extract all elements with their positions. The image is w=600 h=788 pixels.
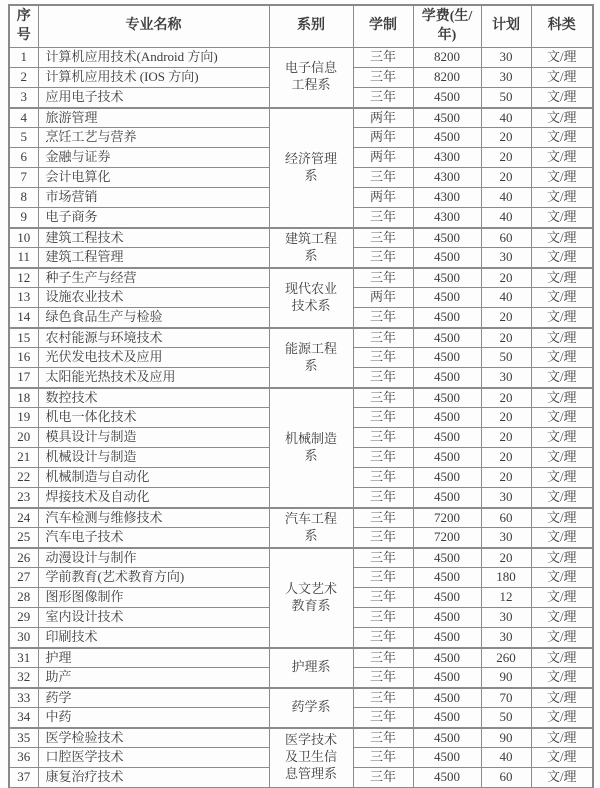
cell-category: 文/理	[531, 628, 593, 648]
cell-index: 34	[9, 708, 38, 728]
cell-duration: 三年	[353, 88, 413, 108]
cell-category: 文/理	[531, 88, 593, 108]
cell-tuition: 4300	[413, 208, 481, 228]
cell-index: 2	[9, 68, 38, 88]
header-tuition: 学费(生/年)	[413, 5, 481, 48]
cell-tuition: 4500	[413, 608, 481, 628]
cell-tuition: 4500	[413, 108, 481, 128]
cell-tuition: 4500	[413, 588, 481, 608]
table-header-row	[9, 5, 593, 48]
cell-index: 17	[9, 368, 38, 388]
cell-duration: 三年	[353, 728, 413, 748]
cell-tuition: 4500	[413, 748, 481, 768]
cell-category: 文/理	[531, 48, 593, 68]
cell-duration: 两年	[353, 188, 413, 208]
cell-major: 机械制造与自动化	[38, 468, 269, 488]
cell-major: 药学	[38, 688, 269, 708]
cell-tuition: 4500	[413, 428, 481, 448]
cell-tuition: 4500	[413, 568, 481, 588]
cell-plan: 30	[481, 528, 531, 548]
cell-tuition: 4500	[413, 668, 481, 688]
cell-plan: 30	[481, 68, 531, 88]
cell-duration: 三年	[353, 428, 413, 448]
cell-plan: 90	[481, 728, 531, 748]
table-row	[9, 688, 593, 708]
cell-index: 10	[9, 228, 38, 248]
cell-major: 机电一体化技术	[38, 408, 269, 428]
cell-tuition: 8200	[413, 48, 481, 68]
header-major: 专业名称	[38, 5, 269, 48]
cell-category: 文/理	[531, 668, 593, 688]
cell-index: 30	[9, 628, 38, 648]
cell-tuition: 4500	[413, 548, 481, 568]
cell-index: 13	[9, 288, 38, 308]
cell-category: 文/理	[531, 348, 593, 368]
cell-major: 建筑工程技术	[38, 228, 269, 248]
cell-index: 3	[9, 88, 38, 108]
cell-major: 康复治疗技术	[38, 768, 269, 788]
cell-index: 32	[9, 668, 38, 688]
cell-major: 设施农业技术	[38, 288, 269, 308]
cell-duration: 三年	[353, 548, 413, 568]
cell-plan: 60	[481, 768, 531, 788]
cell-plan: 50	[481, 708, 531, 728]
cell-plan: 12	[481, 588, 531, 608]
cell-major: 农村能源与环境技术	[38, 328, 269, 348]
cell-duration: 三年	[353, 508, 413, 528]
cell-category: 文/理	[531, 468, 593, 488]
cell-plan: 30	[481, 488, 531, 508]
cell-duration: 三年	[353, 248, 413, 268]
cell-department: 机械制造系	[269, 388, 353, 508]
cell-major: 计算机应用技术 (IOS 方向)	[38, 68, 269, 88]
cell-category: 文/理	[531, 168, 593, 188]
cell-plan: 40	[481, 288, 531, 308]
cell-major: 汽车电子技术	[38, 528, 269, 548]
cell-plan: 20	[481, 408, 531, 428]
cell-category: 文/理	[531, 488, 593, 508]
cell-tuition: 4500	[413, 288, 481, 308]
cell-plan: 40	[481, 188, 531, 208]
cell-department: 人文艺术教育系	[269, 548, 353, 648]
cell-duration: 三年	[353, 708, 413, 728]
cell-index: 12	[9, 268, 38, 288]
cell-major: 护理	[38, 648, 269, 668]
cell-index: 37	[9, 768, 38, 788]
cell-duration: 三年	[353, 608, 413, 628]
cell-plan: 20	[481, 548, 531, 568]
cell-index: 25	[9, 528, 38, 548]
cell-index: 6	[9, 148, 38, 168]
cell-plan: 20	[481, 268, 531, 288]
cell-tuition: 4500	[413, 368, 481, 388]
header-category: 科类	[531, 5, 593, 48]
cell-major: 数控技术	[38, 388, 269, 408]
cell-duration: 三年	[353, 688, 413, 708]
cell-tuition: 7200	[413, 508, 481, 528]
table-row	[9, 228, 593, 248]
cell-index: 36	[9, 748, 38, 768]
cell-plan: 90	[481, 668, 531, 688]
cell-major: 应用电子技术	[38, 88, 269, 108]
cell-major: 室内设计技术	[38, 608, 269, 628]
cell-category: 文/理	[531, 708, 593, 728]
cell-tuition: 4500	[413, 648, 481, 668]
cell-tuition: 4500	[413, 708, 481, 728]
cell-index: 35	[9, 728, 38, 748]
cell-duration: 两年	[353, 148, 413, 168]
cell-major: 太阳能光热技术及应用	[38, 368, 269, 388]
cell-plan: 40	[481, 748, 531, 768]
cell-duration: 三年	[353, 588, 413, 608]
cell-major: 学前教育(艺术教育方向)	[38, 568, 269, 588]
header-duration: 学制	[353, 5, 413, 48]
cell-plan: 60	[481, 508, 531, 528]
cell-category: 文/理	[531, 608, 593, 628]
cell-category: 文/理	[531, 688, 593, 708]
cell-duration: 三年	[353, 748, 413, 768]
cell-category: 文/理	[531, 128, 593, 148]
cell-department: 汽车工程系	[269, 508, 353, 548]
cell-major: 市场营销	[38, 188, 269, 208]
cell-major: 机械设计与制造	[38, 448, 269, 468]
cell-tuition: 4500	[413, 468, 481, 488]
cell-plan: 20	[481, 308, 531, 328]
cell-plan: 20	[481, 128, 531, 148]
cell-department: 现代农业技术系	[269, 268, 353, 328]
cell-plan: 20	[481, 448, 531, 468]
cell-category: 文/理	[531, 368, 593, 388]
cell-major: 模具设计与制造	[38, 428, 269, 448]
cell-category: 文/理	[531, 328, 593, 348]
cell-department: 建筑工程系	[269, 228, 353, 268]
table-row	[9, 508, 593, 528]
cell-tuition: 4500	[413, 348, 481, 368]
cell-category: 文/理	[531, 208, 593, 228]
cell-tuition: 4500	[413, 768, 481, 788]
table-row	[9, 268, 593, 288]
cell-category: 文/理	[531, 548, 593, 568]
cell-plan: 20	[481, 428, 531, 448]
table-row	[9, 728, 593, 748]
cell-index: 28	[9, 588, 38, 608]
plan-table-body	[9, 48, 593, 788]
cell-category: 文/理	[531, 748, 593, 768]
cell-duration: 三年	[353, 488, 413, 508]
cell-index: 8	[9, 188, 38, 208]
cell-plan: 30	[481, 608, 531, 628]
cell-plan: 20	[481, 168, 531, 188]
cell-major: 口腔医学技术	[38, 748, 269, 768]
cell-major: 烹饪工艺与营养	[38, 128, 269, 148]
table-row	[9, 548, 593, 568]
cell-index: 24	[9, 508, 38, 528]
cell-tuition: 4500	[413, 328, 481, 348]
table-row	[9, 648, 593, 668]
cell-duration: 三年	[353, 268, 413, 288]
cell-major: 会计电算化	[38, 168, 269, 188]
cell-category: 文/理	[531, 388, 593, 408]
cell-department: 医学技术及卫生信息管理系	[269, 728, 353, 788]
cell-tuition: 4500	[413, 448, 481, 468]
cell-plan: 70	[481, 688, 531, 708]
cell-duration: 三年	[353, 368, 413, 388]
cell-tuition: 4500	[413, 268, 481, 288]
cell-plan: 30	[481, 48, 531, 68]
cell-duration: 三年	[353, 208, 413, 228]
cell-index: 5	[9, 128, 38, 148]
cell-tuition: 4500	[413, 728, 481, 748]
cell-duration: 三年	[353, 348, 413, 368]
table-row	[9, 108, 593, 128]
cell-index: 20	[9, 428, 38, 448]
cell-tuition: 7200	[413, 528, 481, 548]
cell-category: 文/理	[531, 728, 593, 748]
cell-index: 23	[9, 488, 38, 508]
cell-index: 11	[9, 248, 38, 268]
cell-duration: 三年	[353, 568, 413, 588]
cell-category: 文/理	[531, 588, 593, 608]
cell-duration: 三年	[353, 528, 413, 548]
header-department: 系别	[269, 5, 353, 48]
cell-plan: 50	[481, 88, 531, 108]
cell-index: 22	[9, 468, 38, 488]
cell-duration: 三年	[353, 68, 413, 88]
cell-duration: 三年	[353, 448, 413, 468]
cell-plan: 30	[481, 368, 531, 388]
cell-major: 电子商务	[38, 208, 269, 228]
cell-category: 文/理	[531, 228, 593, 248]
cell-category: 文/理	[531, 648, 593, 668]
cell-category: 文/理	[531, 268, 593, 288]
cell-tuition: 4500	[413, 388, 481, 408]
cell-plan: 20	[481, 388, 531, 408]
table-row	[9, 388, 593, 408]
cell-major: 建筑工程管理	[38, 248, 269, 268]
cell-index: 7	[9, 168, 38, 188]
cell-duration: 三年	[353, 328, 413, 348]
cell-duration: 三年	[353, 168, 413, 188]
cell-index: 29	[9, 608, 38, 628]
cell-major: 助产	[38, 668, 269, 688]
cell-duration: 三年	[353, 468, 413, 488]
cell-duration: 三年	[353, 48, 413, 68]
cell-tuition: 4500	[413, 408, 481, 428]
cell-duration: 三年	[353, 408, 413, 428]
cell-category: 文/理	[531, 768, 593, 788]
cell-index: 15	[9, 328, 38, 348]
cell-major: 计算机应用技术(Android 方向)	[38, 48, 269, 68]
cell-plan: 20	[481, 148, 531, 168]
cell-tuition: 4300	[413, 148, 481, 168]
cell-category: 文/理	[531, 448, 593, 468]
cell-index: 27	[9, 568, 38, 588]
cell-tuition: 8200	[413, 68, 481, 88]
cell-tuition: 4500	[413, 248, 481, 268]
cell-duration: 三年	[353, 768, 413, 788]
cell-category: 文/理	[531, 288, 593, 308]
cell-major: 焊接技术及自动化	[38, 488, 269, 508]
cell-duration: 三年	[353, 388, 413, 408]
cell-plan: 50	[481, 348, 531, 368]
cell-plan: 20	[481, 328, 531, 348]
cell-duration: 三年	[353, 628, 413, 648]
cell-major: 绿色食品生产与检验	[38, 308, 269, 328]
cell-index: 21	[9, 448, 38, 468]
cell-major: 动漫设计与制作	[38, 548, 269, 568]
cell-major: 旅游管理	[38, 108, 269, 128]
cell-tuition: 4500	[413, 228, 481, 248]
cell-major: 种子生产与经营	[38, 268, 269, 288]
cell-tuition: 4500	[413, 688, 481, 708]
cell-major: 光伏发电技术及应用	[38, 348, 269, 368]
cell-duration: 三年	[353, 668, 413, 688]
cell-index: 14	[9, 308, 38, 328]
enrollment-plan-table	[8, 4, 594, 788]
cell-tuition: 4500	[413, 628, 481, 648]
cell-index: 16	[9, 348, 38, 368]
cell-index: 31	[9, 648, 38, 668]
cell-department: 护理系	[269, 648, 353, 688]
cell-duration: 三年	[353, 648, 413, 668]
cell-category: 文/理	[531, 188, 593, 208]
cell-plan: 60	[481, 228, 531, 248]
cell-plan: 30	[481, 248, 531, 268]
cell-index: 26	[9, 548, 38, 568]
cell-department: 电子信息工程系	[269, 48, 353, 108]
header-plan: 计划	[481, 5, 531, 48]
cell-category: 文/理	[531, 308, 593, 328]
cell-major: 印刷技术	[38, 628, 269, 648]
cell-index: 4	[9, 108, 38, 128]
cell-department: 能源工程系	[269, 328, 353, 388]
cell-index: 9	[9, 208, 38, 228]
cell-category: 文/理	[531, 248, 593, 268]
cell-category: 文/理	[531, 68, 593, 88]
cell-index: 1	[9, 48, 38, 68]
cell-duration: 两年	[353, 288, 413, 308]
cell-plan: 30	[481, 628, 531, 648]
cell-tuition: 4500	[413, 128, 481, 148]
table-row	[9, 48, 593, 68]
cell-department: 药学系	[269, 688, 353, 728]
cell-plan: 40	[481, 108, 531, 128]
cell-tuition: 4500	[413, 88, 481, 108]
cell-category: 文/理	[531, 408, 593, 428]
cell-plan: 260	[481, 648, 531, 668]
cell-tuition: 4500	[413, 488, 481, 508]
cell-major: 图形图像制作	[38, 588, 269, 608]
table-row	[9, 328, 593, 348]
cell-duration: 三年	[353, 228, 413, 248]
cell-index: 33	[9, 688, 38, 708]
cell-category: 文/理	[531, 568, 593, 588]
cell-major: 中药	[38, 708, 269, 728]
cell-category: 文/理	[531, 428, 593, 448]
cell-tuition: 4300	[413, 168, 481, 188]
cell-category: 文/理	[531, 508, 593, 528]
cell-department: 经济管理系	[269, 108, 353, 228]
cell-plan: 180	[481, 568, 531, 588]
cell-tuition: 4500	[413, 308, 481, 328]
cell-major: 金融与证券	[38, 148, 269, 168]
cell-major: 医学检验技术	[38, 728, 269, 748]
cell-duration: 三年	[353, 308, 413, 328]
cell-tuition: 4300	[413, 188, 481, 208]
cell-plan: 40	[481, 208, 531, 228]
cell-category: 文/理	[531, 108, 593, 128]
cell-plan: 20	[481, 468, 531, 488]
cell-category: 文/理	[531, 528, 593, 548]
cell-major: 汽车检测与维修技术	[38, 508, 269, 528]
cell-index: 19	[9, 408, 38, 428]
cell-index: 18	[9, 388, 38, 408]
header-index: 序号	[9, 5, 38, 48]
cell-duration: 两年	[353, 108, 413, 128]
cell-category: 文/理	[531, 148, 593, 168]
cell-duration: 两年	[353, 128, 413, 148]
